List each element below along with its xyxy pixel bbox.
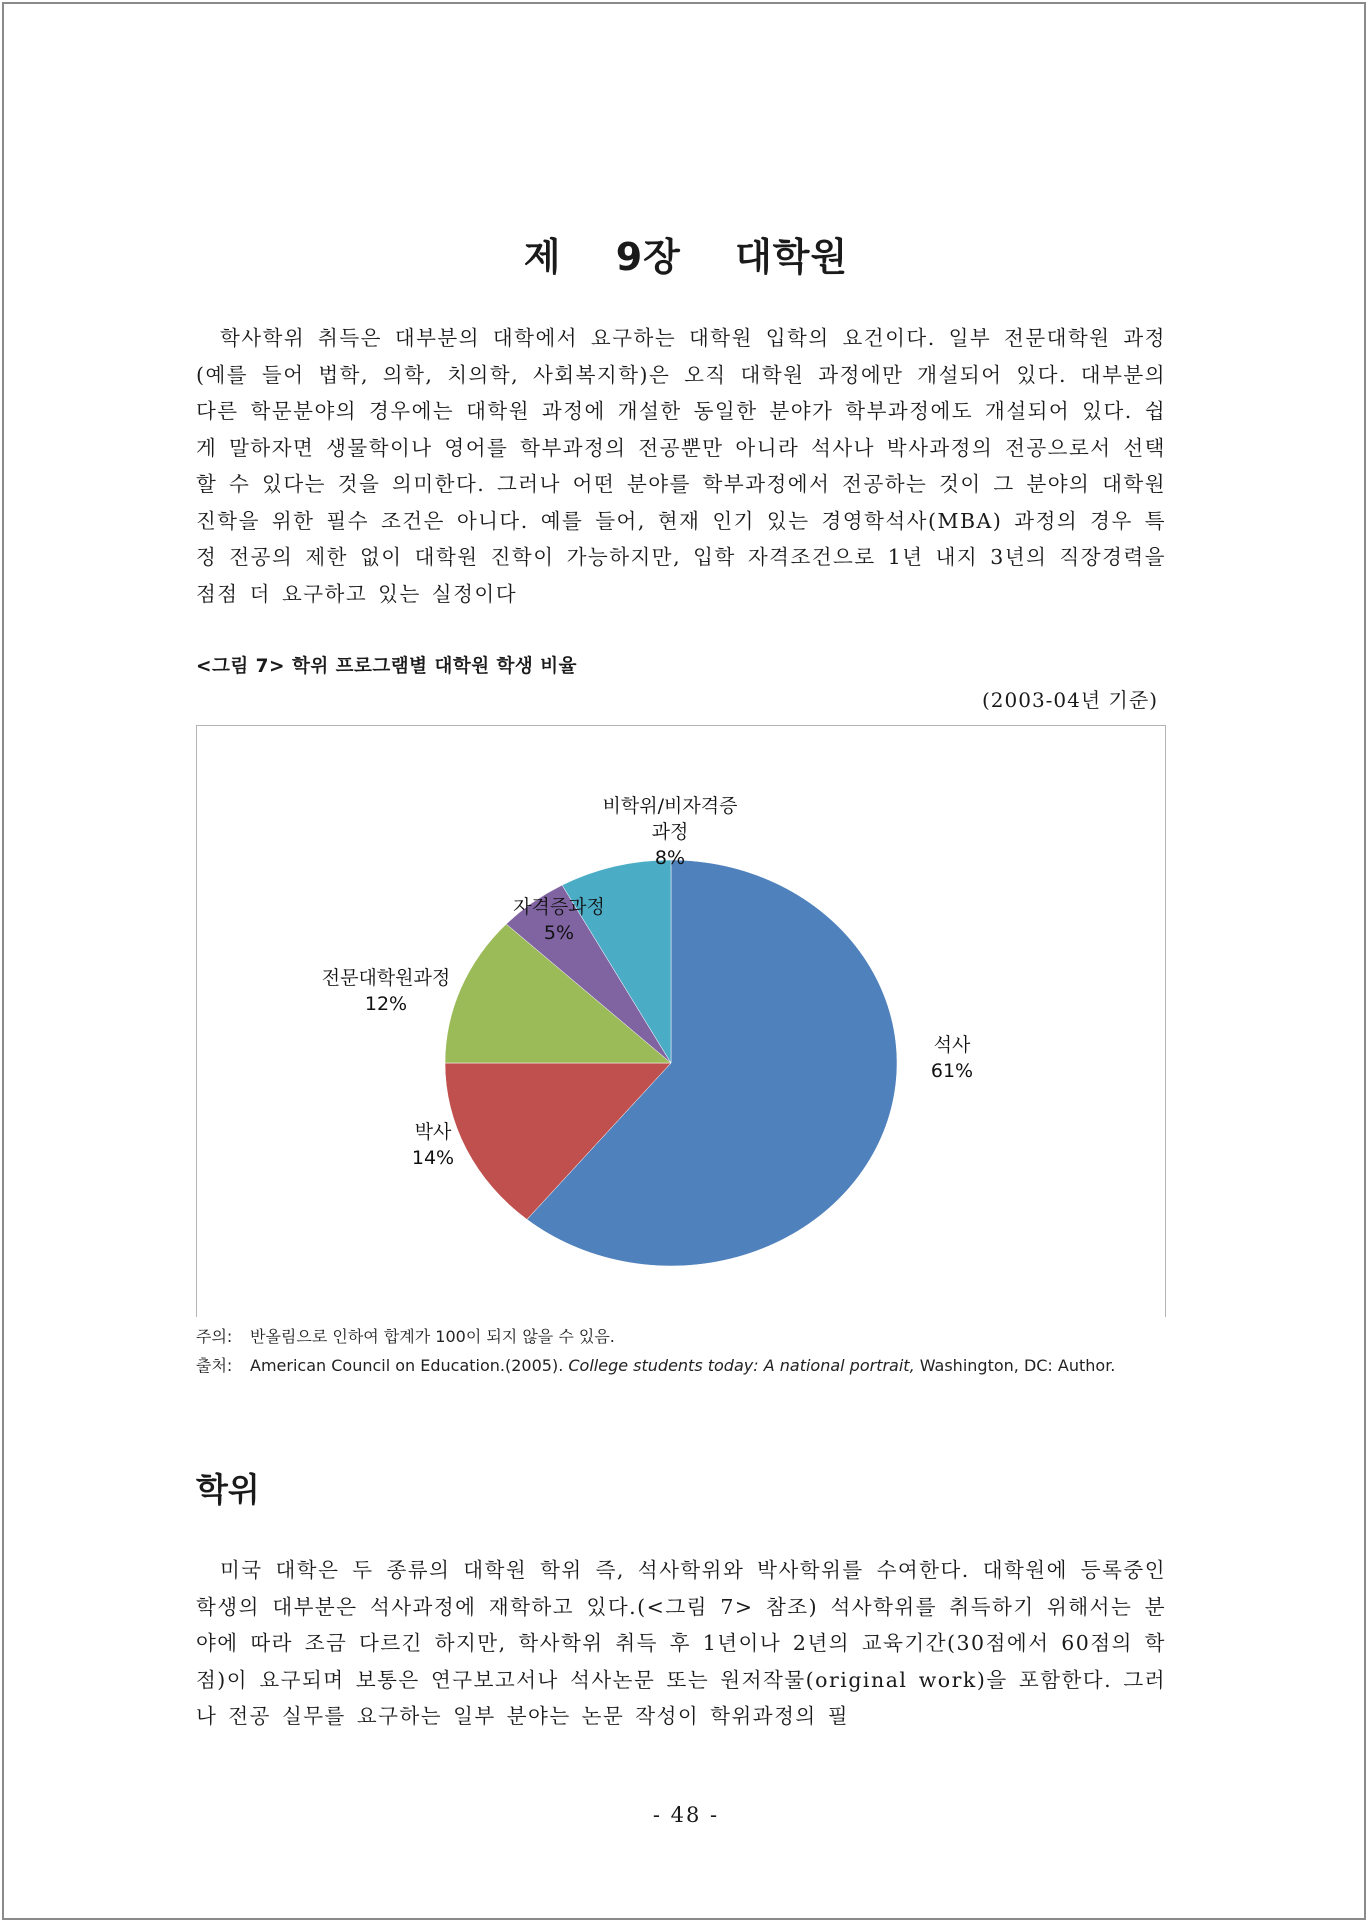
- intro-paragraph-text: 학사학위 취득은 대부분의 대학에서 요구하는 대학원 입학의 요건이다. 일부 전문대학원 과정(예를 들어 법학, 의학, 치의학, 사회복지학)은 오직 대학원 과정에만 개설되어 있다. 대부분의 다른 학문분야의 경우에는 대학원 과정에 개설한 동일한 분야가 학부과정에도 개설되어 있다. 쉽게 말하자면 생물학이나 영어를 학부과정의 전공뿐만 아니라 석사나 박사과정의 전공으로서 선택할 수 있다는 것을 의미한다. 그러나 어떤 분야를 학부과정에서 전공하는 것이 그 분야의 대학원 진학을 위한 필수 조건은 아니다. 예를 들어, 현재 인기 있는 경영학석사(MBA) 과정의 경우 특정 전공의 제한 없이 대학원 진학이 가능하지만, 입학 자격조건으로 1년 내지 3년의 직장경력을 점점 더 요구하고 있는 실정이다: [196, 326, 1166, 606]
- source-text-post: Washington, DC: Author.: [914, 1356, 1116, 1375]
- document-page: [2, 2, 1366, 1920]
- pie-label-1: 박사 14%: [411, 1121, 455, 1169]
- chart-note: [196, 1322, 615, 1351]
- note-text: 반올림으로 인하여 합계가 100이 되지 않을 수 있음.: [250, 1327, 615, 1346]
- source-label: 출처:: [196, 1356, 233, 1375]
- figure-caption: <그림 7> 학위 프로그램별 대학원 학생 비율: [196, 656, 577, 677]
- intro-paragraph: [196, 320, 1166, 612]
- note-label: 주의:: [196, 1327, 233, 1346]
- source-text-pre: American Council on Education.(2005).: [250, 1356, 569, 1375]
- pie-chart: [197, 726, 1167, 1318]
- section-paragraph: [196, 1552, 1166, 1735]
- pie-chart-frame: [196, 725, 1166, 1317]
- pie-slices: [445, 860, 897, 1266]
- section-heading: 학위: [196, 1470, 260, 1509]
- pie-label-3: 자격증과정 5%: [513, 896, 605, 944]
- pie-label-0: 석사 61%: [930, 1034, 974, 1082]
- chapter-title: 제 9장 대학원: [523, 235, 849, 279]
- pie-label-4: 비학위/비자격증 과정 8%: [602, 795, 738, 869]
- pie-label-2: 전문대학원과정 12%: [321, 967, 451, 1015]
- figure-date: (2003-04년 기준): [981, 688, 1158, 712]
- source-text-italic: College students today: A national portrait,: [568, 1356, 915, 1375]
- chart-source: [196, 1351, 1166, 1380]
- section-paragraph-text: 미국 대학은 두 종류의 대학원 학위 즉, 석사학위와 박사학위를 수여한다. 대학원에 등록중인 학생의 대부분은 석사과정에 재학하고 있다.(<그림 7> 참조) 석사학위를 취득하기 위해서는 분야에 따라 조금 다르긴 하지만, 학사학위 취득 후 1년이나 2년의 교육기간(30점에서 60점의 학점)이 요구되며 보통은 연구보고서나 석사논문 또는 원저작물(original work)을 포함한다. 그러나 전공 실무를 요구하는 일부 분야는 논문 작성이 학위과정의 필: [196, 1558, 1166, 1728]
- page-number: - 48 -: [652, 1803, 720, 1827]
